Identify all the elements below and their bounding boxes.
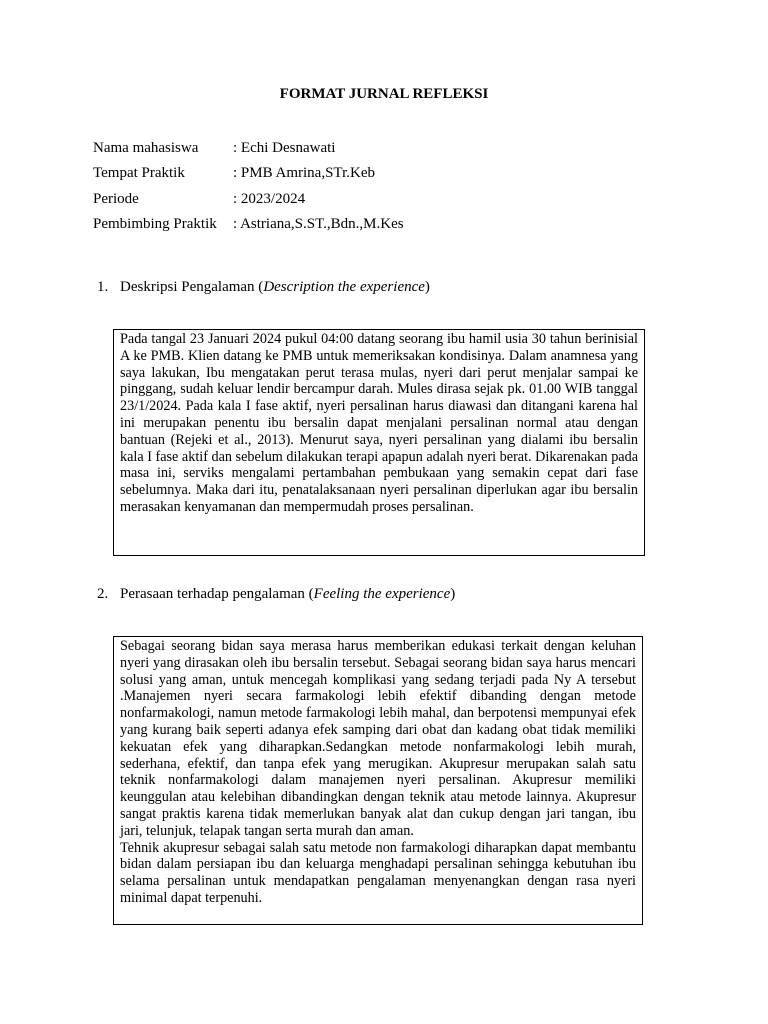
section-number: 1. — [97, 279, 109, 295]
info-row-tempat — [93, 165, 375, 182]
section-heading-italic: Feeling the experience — [313, 586, 451, 602]
section-heading-italic: Description the experience — [263, 279, 425, 295]
info-label: Pembimbing Praktik — [93, 216, 217, 232]
page-title: FORMAT JURNAL REFLEKSI — [279, 86, 489, 102]
info-value: : 2023/2024 — [233, 191, 306, 207]
section-heading-suffix: ) — [424, 279, 430, 295]
info-label: Tempat Praktik — [93, 165, 185, 181]
section-heading-suffix: ) — [450, 586, 456, 602]
info-label: Periode — [93, 191, 139, 207]
info-value: : Astriana,S.ST.,Bdn.,M.Kes — [233, 216, 404, 232]
section-heading-text: Perasaan terhadap pengalaman ( — [120, 586, 314, 602]
description-box — [113, 329, 645, 556]
section-heading-text: Deskripsi Pengalaman ( — [120, 279, 264, 295]
info-row-pembimbing — [93, 216, 404, 233]
info-row-periode — [93, 191, 305, 208]
section-number: 2. — [97, 586, 109, 602]
info-value: : PMB Amrina,STr.Keb — [233, 165, 375, 181]
feeling-paragraph: Sebagai seorang bidan saya merasa harus memberikan edukasi terkait dengan keluhan nyeri yang dirasakan oleh ibu bersalin tersebut. Sebagai seorang bidan saya harus mencari solusi yang aman, untuk mencegah komplikasi yang sedang terjadi pada Ny A tersebut .Manajemen nyeri secara farmakologi lebih efektif dibanding dengan metode nonfarmakologi, namun metode farmakologi lebih mahal, dan berpotensi mempunyai efek yang kurang baik seperti adanya efek samping dari obat dan kadang obat tidak memiliki kekuatan efek yang diharapkan.Sedangkan metode nonfarmakologi lebih murah, sederhana, efektif, dan tanpa efek yang merugikan. Akupresur merupakan salah satu teknik nonfarmakologi dalam manajemen nyeri persalinan. Akupresur memiliki keunggulan atau kelebihan dibandingkan dengan teknik atau metode lainnya. Akupresur sangat praktis karena tidak memerlukan banyak alat dan cukup dengan jari tangan, ibu jari, telunjuk, telapak tangan serta murah dan aman. — [120, 638, 636, 839]
feeling-paragraph: Tehnik akupresur sebagai salah satu metode non farmakologi diharapkan dapat membantu bidan dalam persiapan ibu dan keluarga menghadapi persalinan sehingga kebutuhan ibu selama persalinan untuk mendapatkan pengalaman menyenangkan dengan rasa nyeri minimal dapat terpenuhi. — [120, 839, 636, 906]
info-label: Nama mahasiswa — [93, 140, 199, 156]
feeling-box — [113, 636, 643, 925]
section-heading-2 — [97, 586, 455, 603]
description-paragraph: Pada tangal 23 Januari 2024 pukul 04:00 datang seorang ibu hamil usia 30 tahun berinisial A ke PMB. Klien datang ke PMB untuk memeriksakan kondisinya. Dalam anamnesa yang saya lakukan, Ibu mengatakan perut terasa mulas, nyeri dari perut menjalar sampai ke pinggang, sudah keluar lendir bercampur darah. Mules dirasa sejak pk. 01.00 WIB tanggal 23/1/2024. Pada kala I fase aktif, nyeri persalinan harus diawasi dan ditangani karena hal ini merupakan penentu ibu bersalin dapat menjalani persalinan normal atau dengan bantuan (Rejeki et al., 2013). Menurut saya, nyeri persalinan yang dialami ibu bersalin kala I fase aktif dan sebelum dilakukan terapi apapun adalah nyeri berat. Dikarenakan pada masa ini, serviks mengalami pertambahan pembukaan yang semakin cepat dari fase sebelumnya. Maka dari itu, penatalaksanaan nyeri persalinan diperlukan agar ibu bersalin merasakan kenyamanan dan mempermudah proses persalinan. — [120, 331, 638, 515]
info-row-nama — [93, 140, 335, 157]
section-heading-1 — [97, 279, 430, 296]
info-value: : Echi Desnawati — [233, 140, 336, 156]
